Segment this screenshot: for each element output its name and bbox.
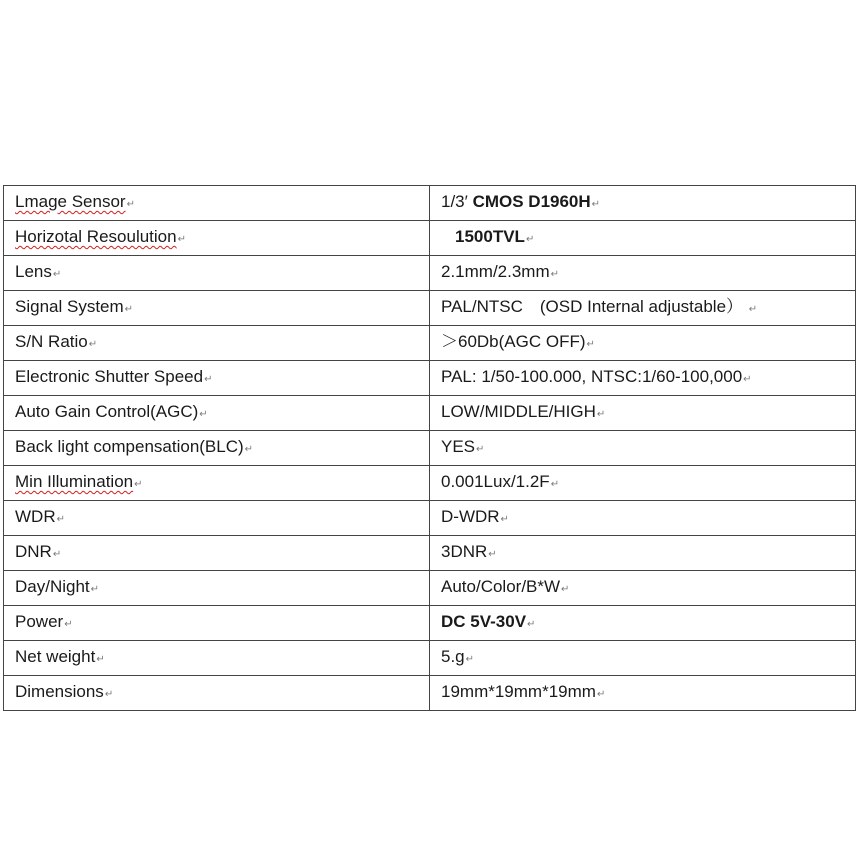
row-value: YES bbox=[441, 437, 476, 456]
row-value: 2.1mm/2.3mm bbox=[441, 262, 550, 281]
row-value: DC 5V-30V bbox=[441, 612, 527, 631]
label-cell bbox=[4, 291, 430, 326]
paragraph-mark: ↵ bbox=[64, 619, 73, 630]
label-cell bbox=[4, 256, 430, 291]
row-label: Electronic Shutter Speed bbox=[15, 367, 204, 386]
row-label: Signal System bbox=[15, 297, 124, 316]
paragraph-mark: ↵ bbox=[591, 199, 601, 210]
table-row bbox=[4, 466, 856, 501]
table-row bbox=[4, 501, 856, 536]
row-value-prefix: 1/3′ bbox=[441, 192, 468, 211]
paragraph-mark: ↵ bbox=[52, 549, 62, 560]
label-cell bbox=[4, 186, 430, 221]
spec-table bbox=[3, 185, 856, 711]
row-label: Auto Gain Control(AGC) bbox=[15, 402, 199, 421]
row-value: PAL: 1/50-100.000, NTSC:1/60-100,000 bbox=[441, 367, 743, 386]
table-row bbox=[4, 536, 856, 571]
paragraph-mark: ↵ bbox=[743, 374, 752, 385]
row-label: Lens bbox=[15, 262, 52, 281]
row-label: DNR bbox=[15, 542, 52, 561]
label-cell bbox=[4, 466, 430, 501]
paragraph-mark: ↵ bbox=[596, 409, 606, 420]
row-value: 1500TVL bbox=[455, 227, 525, 246]
label-cell bbox=[4, 431, 430, 466]
value-cell bbox=[430, 361, 856, 396]
paragraph-mark: ↵ bbox=[126, 199, 135, 210]
row-label: S/N Ratio bbox=[15, 332, 88, 351]
row-label: Dimensions bbox=[15, 682, 104, 701]
row-value: 0.001Lux/1.2F bbox=[441, 472, 550, 491]
label-cell bbox=[4, 641, 430, 676]
value-cell bbox=[430, 186, 856, 221]
value-cell bbox=[430, 606, 856, 641]
row-value: 3DNR bbox=[441, 542, 488, 561]
paragraph-mark: ↵ bbox=[124, 304, 134, 315]
row-value: 19mm*19mm*19mm bbox=[441, 682, 596, 701]
table-row bbox=[4, 291, 856, 326]
paragraph-mark: ↵ bbox=[90, 584, 100, 595]
value-cell bbox=[430, 431, 856, 466]
paragraph-mark: ↵ bbox=[134, 479, 143, 490]
paragraph-mark: ↵ bbox=[561, 584, 570, 595]
table-row bbox=[4, 431, 856, 466]
row-value: PAL/NTSC (OSD Internal adjustable） bbox=[441, 297, 744, 316]
row-value: 5.g bbox=[441, 647, 465, 666]
row-label: WDR bbox=[15, 507, 56, 526]
value-cell bbox=[430, 396, 856, 431]
table-row bbox=[4, 361, 856, 396]
row-label: Net weight bbox=[15, 647, 96, 666]
value-cell bbox=[430, 571, 856, 606]
value-cell bbox=[430, 466, 856, 501]
paragraph-mark: ↵ bbox=[56, 514, 65, 525]
label-cell bbox=[4, 326, 430, 361]
label-cell bbox=[4, 396, 430, 431]
table-row bbox=[4, 641, 856, 676]
value-cell bbox=[430, 536, 856, 571]
table-row bbox=[4, 221, 856, 256]
row-value: D-WDR bbox=[441, 507, 500, 526]
paragraph-mark: ↵ bbox=[525, 234, 535, 245]
row-label: Horizotal Resoulution bbox=[15, 227, 177, 246]
row-value: LOW/MIDDLE/HIGH bbox=[441, 402, 596, 421]
paragraph-mark: ↵ bbox=[88, 339, 98, 350]
label-cell bbox=[4, 606, 430, 641]
label-cell bbox=[4, 676, 430, 711]
row-label: Lmage Sensor bbox=[15, 192, 126, 211]
table-row bbox=[4, 326, 856, 361]
paragraph-mark: ↵ bbox=[465, 654, 475, 665]
row-value: ＞60Db(AGC OFF) bbox=[441, 332, 586, 351]
value-cell bbox=[430, 641, 856, 676]
paragraph-mark: ↵ bbox=[488, 549, 497, 560]
value-cell bbox=[430, 256, 856, 291]
paragraph-mark: ↵ bbox=[199, 409, 208, 420]
value-cell bbox=[430, 326, 856, 361]
row-value: Auto/Color/B*W bbox=[441, 577, 561, 596]
paragraph-mark: ↵ bbox=[596, 689, 606, 700]
paragraph-mark: ↵ bbox=[550, 479, 560, 490]
label-cell bbox=[4, 361, 430, 396]
paragraph-mark: ↵ bbox=[527, 619, 536, 630]
paragraph-mark: ↵ bbox=[500, 514, 509, 525]
table-row bbox=[4, 396, 856, 431]
paragraph-mark: ↵ bbox=[244, 444, 254, 455]
paragraph-mark: ↵ bbox=[476, 444, 485, 455]
label-cell bbox=[4, 536, 430, 571]
table-row bbox=[4, 571, 856, 606]
row-label: Day/Night bbox=[15, 577, 90, 596]
table-row bbox=[4, 606, 856, 641]
table-row bbox=[4, 256, 856, 291]
paragraph-mark: ↵ bbox=[586, 339, 595, 350]
label-cell bbox=[4, 221, 430, 256]
paragraph-mark: ↵ bbox=[96, 654, 105, 665]
value-cell bbox=[430, 291, 856, 326]
value-cell bbox=[430, 676, 856, 711]
row-label: Power bbox=[15, 612, 64, 631]
paragraph-mark: ↵ bbox=[177, 234, 186, 245]
value-cell bbox=[430, 221, 856, 256]
paragraph-mark: ↵ bbox=[104, 689, 114, 700]
paragraph-mark: ↵ bbox=[748, 304, 758, 315]
label-cell bbox=[4, 501, 430, 536]
table-row bbox=[4, 676, 856, 711]
paragraph-mark: ↵ bbox=[204, 374, 213, 385]
paragraph-mark: ↵ bbox=[550, 269, 560, 280]
row-value: CMOS D1960H bbox=[472, 192, 591, 211]
row-label: Min Illumination bbox=[15, 472, 134, 491]
label-cell bbox=[4, 571, 430, 606]
value-cell bbox=[430, 501, 856, 536]
paragraph-mark: ↵ bbox=[52, 269, 62, 280]
table-row bbox=[4, 186, 856, 221]
row-label: Back light compensation(BLC) bbox=[15, 437, 244, 456]
